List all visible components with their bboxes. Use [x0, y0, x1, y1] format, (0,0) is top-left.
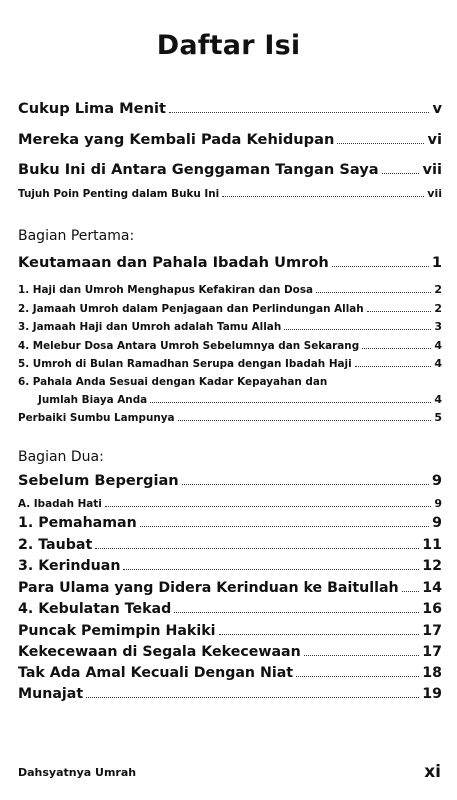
- leader-dots: [332, 258, 429, 267]
- leader-dots: [362, 342, 431, 349]
- footer-page-number: xi: [424, 762, 441, 782]
- toc-entry-title: Keutamaan dan Pahala Ibadah Umroh: [18, 254, 329, 271]
- toc-entry-page: 2: [434, 302, 442, 315]
- leader-dots: [402, 583, 420, 592]
- toc-entry: [18, 558, 442, 574]
- leader-dots: [316, 286, 431, 293]
- footer-book-title: Dahsyatnya Umrah: [18, 766, 137, 779]
- leader-dots: [304, 647, 420, 656]
- toc-entry-title: 3. Kerinduan: [18, 558, 121, 574]
- toc-entry-title: Para Ulama yang Didera Kerinduan ke Baitullah: [18, 580, 399, 596]
- leader-dots: [95, 540, 419, 549]
- leader-dots: [337, 135, 424, 144]
- toc-entry-page: 18: [422, 665, 442, 681]
- leader-dots: [86, 689, 419, 698]
- toc-entry-page: 16: [422, 601, 442, 617]
- toc-entry-title: 2. Jamaah Umroh dalam Penjagaan dan Perlindungan Allah: [18, 303, 364, 315]
- section-heading-part1: Bagian Pertama:: [18, 228, 135, 244]
- leader-dots: [296, 668, 419, 677]
- leader-dots: [284, 323, 431, 330]
- leader-dots: [123, 561, 419, 570]
- toc-entry-page: 2: [434, 283, 442, 296]
- toc-entry-title: Tujuh Poin Penting dalam Buku Ini: [18, 188, 220, 200]
- toc-entry-page: 17: [422, 623, 442, 639]
- leader-dots: [140, 518, 429, 527]
- leader-dots: [182, 476, 429, 485]
- toc-entry-page: 17: [422, 644, 442, 660]
- toc-entry-title: Jumlah Biaya Anda: [38, 394, 148, 406]
- toc-entry-page: v: [432, 100, 442, 117]
- leader-dots: [105, 500, 432, 507]
- toc-entry-page: 5: [434, 411, 442, 424]
- toc-entry-page: 1: [431, 254, 442, 271]
- toc-entry-page: vi: [427, 131, 442, 148]
- toc-entry-page: vii: [427, 187, 442, 200]
- toc-entry-title: 3. Jamaah Haji dan Umroh adalah Tamu Allah: [18, 321, 282, 333]
- toc-entry: [18, 686, 442, 702]
- toc-entry: [18, 357, 442, 370]
- toc-entry-title: 4. Kebulatan Tekad: [18, 601, 172, 617]
- page-title: Daftar Isi: [156, 30, 301, 61]
- leader-dots: [174, 604, 419, 613]
- toc-entry-page: 9: [432, 515, 442, 531]
- leader-dots: [169, 104, 430, 113]
- table-of-contents: [18, 0, 442, 800]
- leader-dots: [178, 414, 432, 421]
- toc-entry-line1: [18, 376, 442, 388]
- toc-entry-title: 2. Taubat: [18, 537, 93, 553]
- leader-dots: [382, 165, 420, 174]
- toc-entry-title: Tak Ada Amal Kecuali Dengan Niat: [18, 665, 294, 681]
- toc-entry-title: 5. Umroh di Bulan Ramadhan Serupa dengan Ibadah Haji: [18, 358, 352, 370]
- toc-entry: [18, 623, 442, 639]
- leader-dots: [222, 190, 424, 197]
- toc-entry: [18, 283, 442, 296]
- toc-entry-continuation: [38, 393, 442, 406]
- toc-entry-ibadah-hati: [18, 497, 442, 510]
- leader-dots: [367, 305, 432, 312]
- toc-entry-title: A. Ibadah Hati: [18, 498, 102, 510]
- toc-entry: [18, 320, 442, 333]
- toc-entry-page: 3: [434, 320, 442, 333]
- toc-entry: [18, 580, 442, 596]
- toc-entry-page: 4: [434, 393, 442, 406]
- toc-entry-page: 4: [434, 339, 442, 352]
- toc-entry-title: Sebelum Bepergian: [18, 472, 179, 489]
- toc-entry-title: 4. Melebur Dosa Antara Umroh Sebelumnya dan Sekarang: [18, 340, 360, 352]
- toc-entry: [18, 644, 442, 660]
- toc-entry: [18, 515, 442, 531]
- toc-entry-mereka-yang-kembali: [18, 131, 442, 148]
- toc-entry-sebelum-bepergian: [18, 472, 442, 489]
- toc-entry: [18, 537, 442, 553]
- toc-entry: [18, 601, 442, 617]
- toc-entry-title: Cukup Lima Menit: [18, 100, 166, 117]
- toc-entry-page: 14: [422, 580, 442, 596]
- toc-entry-title: 6. Pahala Anda Sesuai dengan Kadar Kepayahan dan: [18, 376, 328, 388]
- toc-entry-keutamaan: [18, 254, 442, 271]
- toc-entry-title: 1. Haji dan Umroh Menghapus Kefakiran dan Dosa: [18, 284, 314, 296]
- toc-entry-title: Buku Ini di Antara Genggaman Tangan Saya: [18, 161, 379, 178]
- toc-entry-title: Kekecewaan di Segala Kekecewaan: [18, 644, 301, 660]
- toc-entry-title: 1. Pemahaman: [18, 515, 137, 531]
- toc-entry: [18, 302, 442, 315]
- toc-entry: [18, 665, 442, 681]
- toc-entry: [18, 339, 442, 352]
- toc-entry-tujuh-poin: [18, 187, 442, 200]
- toc-entry-page: 4: [434, 357, 442, 370]
- leader-dots: [150, 396, 431, 403]
- toc-entry-title: Perbaiki Sumbu Lampunya: [18, 412, 175, 424]
- toc-entry-page: 12: [422, 558, 442, 574]
- toc-entry-page: 19: [422, 686, 442, 702]
- toc-entry-cukup-lima-menit: [18, 100, 442, 117]
- toc-entry-page: 11: [422, 537, 442, 553]
- toc-entry-title: Puncak Pemimpin Hakiki: [18, 623, 216, 639]
- toc-entry-title: Mereka yang Kembali Pada Kehidupan: [18, 131, 335, 148]
- toc-entry-buku-ini: [18, 161, 442, 178]
- section-heading-part2: Bagian Dua:: [18, 449, 104, 465]
- leader-dots: [355, 360, 432, 367]
- toc-entry-title: Munajat: [18, 686, 84, 702]
- toc-entry: [18, 411, 442, 424]
- toc-entry-page: 9: [431, 472, 442, 489]
- toc-entry-page: vii: [422, 161, 442, 178]
- toc-entry-page: 9: [434, 497, 442, 510]
- leader-dots: [219, 626, 420, 635]
